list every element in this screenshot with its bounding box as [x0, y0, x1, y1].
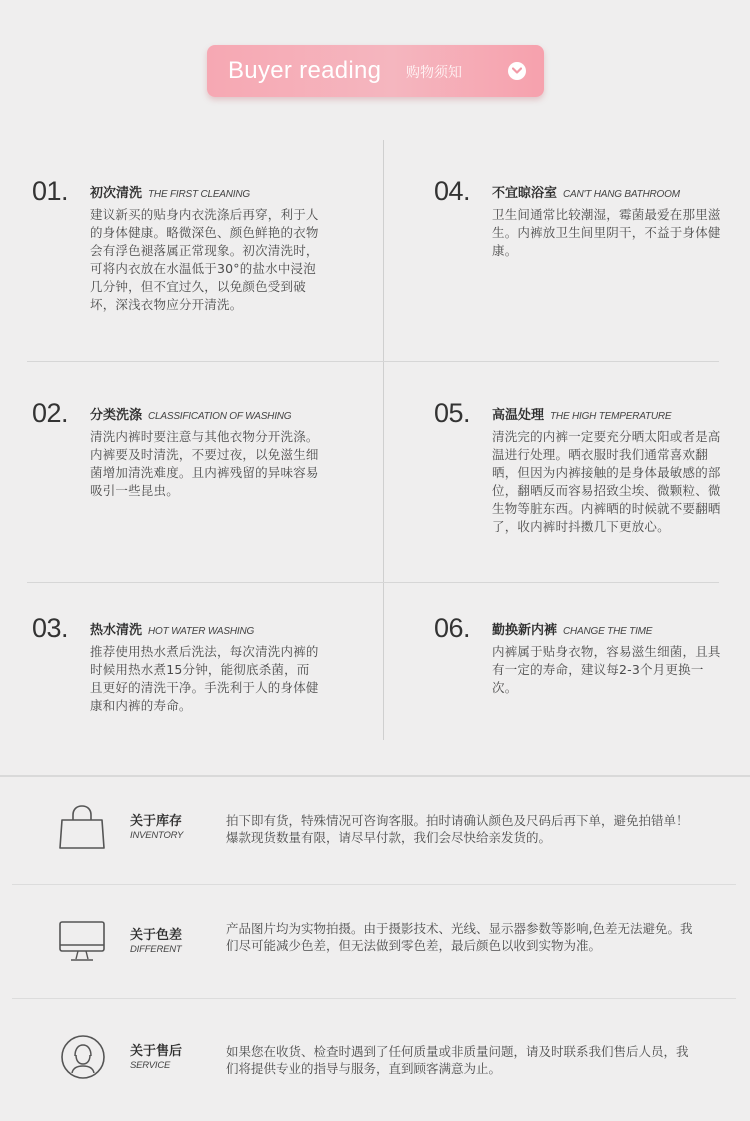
tip-title: 不宜晾浴室 CAN'T HANG BATHROOM — [492, 186, 680, 201]
shopping-bag-icon — [57, 804, 107, 854]
tip-number: 06. — [434, 613, 471, 643]
tip-body: 内裤属于贴身衣物，容易滋生细菌，且具有一定的寿命，建议每2-3个月更换一次。 — [492, 644, 721, 695]
info-text: 如果您在收货、检查时遇到了任何质量或非质量问题，请及时联系我们售后人员，我们将提供专业的指导与服务，直到顾客满意为止。 — [226, 1044, 689, 1076]
tip-number: 04. — [434, 176, 471, 206]
tip-title: 分类洗涤 CLASSIFICATION OF WASHING — [90, 408, 292, 423]
grid-divider-horizontal — [27, 582, 719, 583]
monitor-icon — [57, 920, 107, 968]
info-divider — [12, 884, 736, 885]
info-inventory — [0, 800, 750, 880]
chevron-down-icon[interactable] — [508, 62, 526, 80]
tip-title: 热水清洗 HOT WATER WASHING — [90, 623, 255, 638]
tip-title: 勤换新内裤 CHANGE THE TIME — [492, 623, 653, 638]
tip-body: 推荐使用热水煮后洗法，每次清洗内裤的时候用热水煮15分钟，能彻底杀菌，而且更好的清洗干净。手洗利于人的身体健康和内裤的寿命。 — [90, 644, 319, 713]
tip-title: 初次清洗 THE FIRST CLEANING — [90, 186, 250, 201]
tip-number: 05. — [434, 398, 471, 428]
tip-number: 03. — [32, 613, 69, 643]
buyer-reading-banner[interactable] — [207, 45, 544, 97]
tip-body: 清洗完的内裤一定要充分晒太阳或者是高温进行处理。晒衣服时我们通常喜欢翻晒，但因为内裤接触的是身体最敏感的部位，翻晒反而容易招致尘埃、微颗粒、微生物等脏东西。内裤晒的时候就不要翻晒了，收内裤时抖擞几下更放心。 — [492, 429, 721, 534]
info-label: 关于色差 DIFFERENT — [130, 928, 183, 955]
info-service — [0, 1030, 750, 1110]
info-label: 关于库存 INVENTORY — [130, 814, 184, 841]
info-color-difference — [0, 912, 750, 992]
info-divider — [12, 998, 736, 999]
tip-title: 高温处理 THE HIGH TEMPERATURE — [492, 408, 672, 423]
section-divider — [0, 775, 750, 777]
info-label: 关于售后 SERVICE — [130, 1044, 183, 1071]
grid-divider-vertical — [383, 140, 384, 740]
info-text: 产品图片均为实物拍摄。由于摄影技术、光线、显示器参数等影响,色差无法避免。我们尽可能减少色差，但无法做到零色差，最后颜色以收到实物为准。 — [226, 921, 693, 953]
tip-body: 卫生间通常比较潮湿，霉菌最爱在那里滋生。内裤放卫生间里阴干，不益于身体健康。 — [492, 207, 721, 258]
tip-number: 02. — [32, 398, 69, 428]
grid-divider-horizontal — [27, 361, 719, 362]
customer-service-icon — [60, 1034, 106, 1084]
tip-body: 建议新买的贴身内衣洗涤后再穿，利于人的身体健康。略微深色、颜色鲜艳的衣物会有浮色褪落属正常现象。初次清洗时，可将内衣放在水温低于30°的盐水中浸泡几分钟，但不宜过久，以免颜色受到破坏，深浅衣物应分开清洗。 — [90, 207, 319, 312]
info-text: 拍下即有货，特殊情况可咨询客服。拍时请确认颜色及尺码后再下单，避免拍错单！爆款现货数量有限，请尽早付款，我们会尽快给亲发货的。 — [226, 813, 689, 845]
tip-number: 01. — [32, 176, 69, 206]
banner-title-cn: 购物须知 — [406, 65, 462, 81]
tip-body: 清洗内裤时要注意与其他衣物分开洗涤。内裤要及时清洗，不要过夜，以免滋生细菌增加清洗难度。且内裤残留的异味容易吸引一些昆虫。 — [90, 429, 319, 498]
banner-title-en: Buyer reading — [228, 57, 382, 84]
